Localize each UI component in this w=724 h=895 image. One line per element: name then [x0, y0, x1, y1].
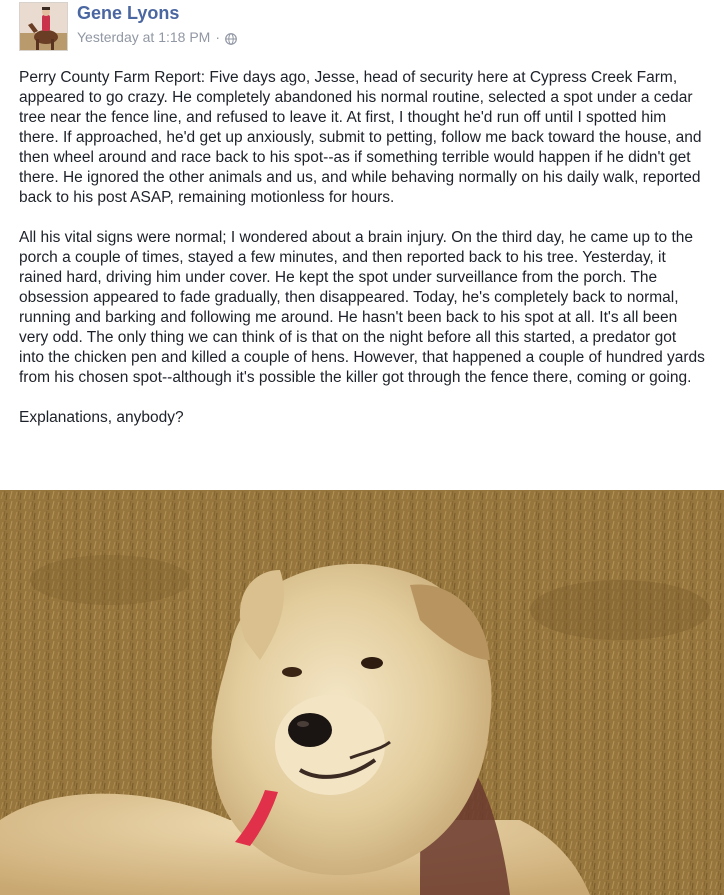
- post-paragraph: Explanations, anybody?: [19, 409, 184, 426]
- post-body: [19, 68, 705, 448]
- post-header: [19, 2, 709, 52]
- author-name-link[interactable]: Gene Lyons: [77, 3, 180, 23]
- author-avatar[interactable]: [19, 2, 68, 51]
- avatar-image: [20, 3, 68, 51]
- post-timestamp[interactable]: Yesterday at 1:18 PM: [77, 29, 211, 45]
- post-paragraph: Perry County Farm Report: Five days ago, Jesse, head of security here at Cypress Creek Farm, appeared to go crazy. He completely abandoned his normal routine, selected a spot under a cedar tree near the fence line, and refused to leave it. At first, I thought he'd run off until I spotted him there. If approached, he'd get up anxiously, submit to petting, follow me back toward the house, and then wheel around and race back to his spot--as if something terrible would happen if he didn't get there. He ignored the other animals and us, and while behaving normally on his daily walk, reported back to his post ASAP, remaining motionless for hours.: [19, 69, 702, 206]
- globe-icon[interactable]: [225, 31, 237, 43]
- post-meta: [77, 28, 237, 46]
- post-paragraph: All his vital signs were normal; I wondered about a brain injury. On the third day, he came up to the porch a couple of times, stayed a few minutes, and then reported back to his tree. Yesterday, it rained hard, driving him under cover. He kept the spot under surveillance from the porch. The obsession appeared to fade gradually, then disappeared. Today, he's completely back to normal, running and barking and following me around. He hasn't been back to his spot at all. It's all been very odd. The only thing we can think of is that on the night before all this started, a predator got into the chicken pen and killed a couple of hens. However, that happened a couple of hundred yards from his chosen spot--although it's possible the killer got through the fence there, coming or going.: [19, 229, 705, 386]
- dog-photo-image: [0, 490, 724, 895]
- post-photo[interactable]: [0, 490, 724, 895]
- meta-separator: ·: [215, 29, 221, 45]
